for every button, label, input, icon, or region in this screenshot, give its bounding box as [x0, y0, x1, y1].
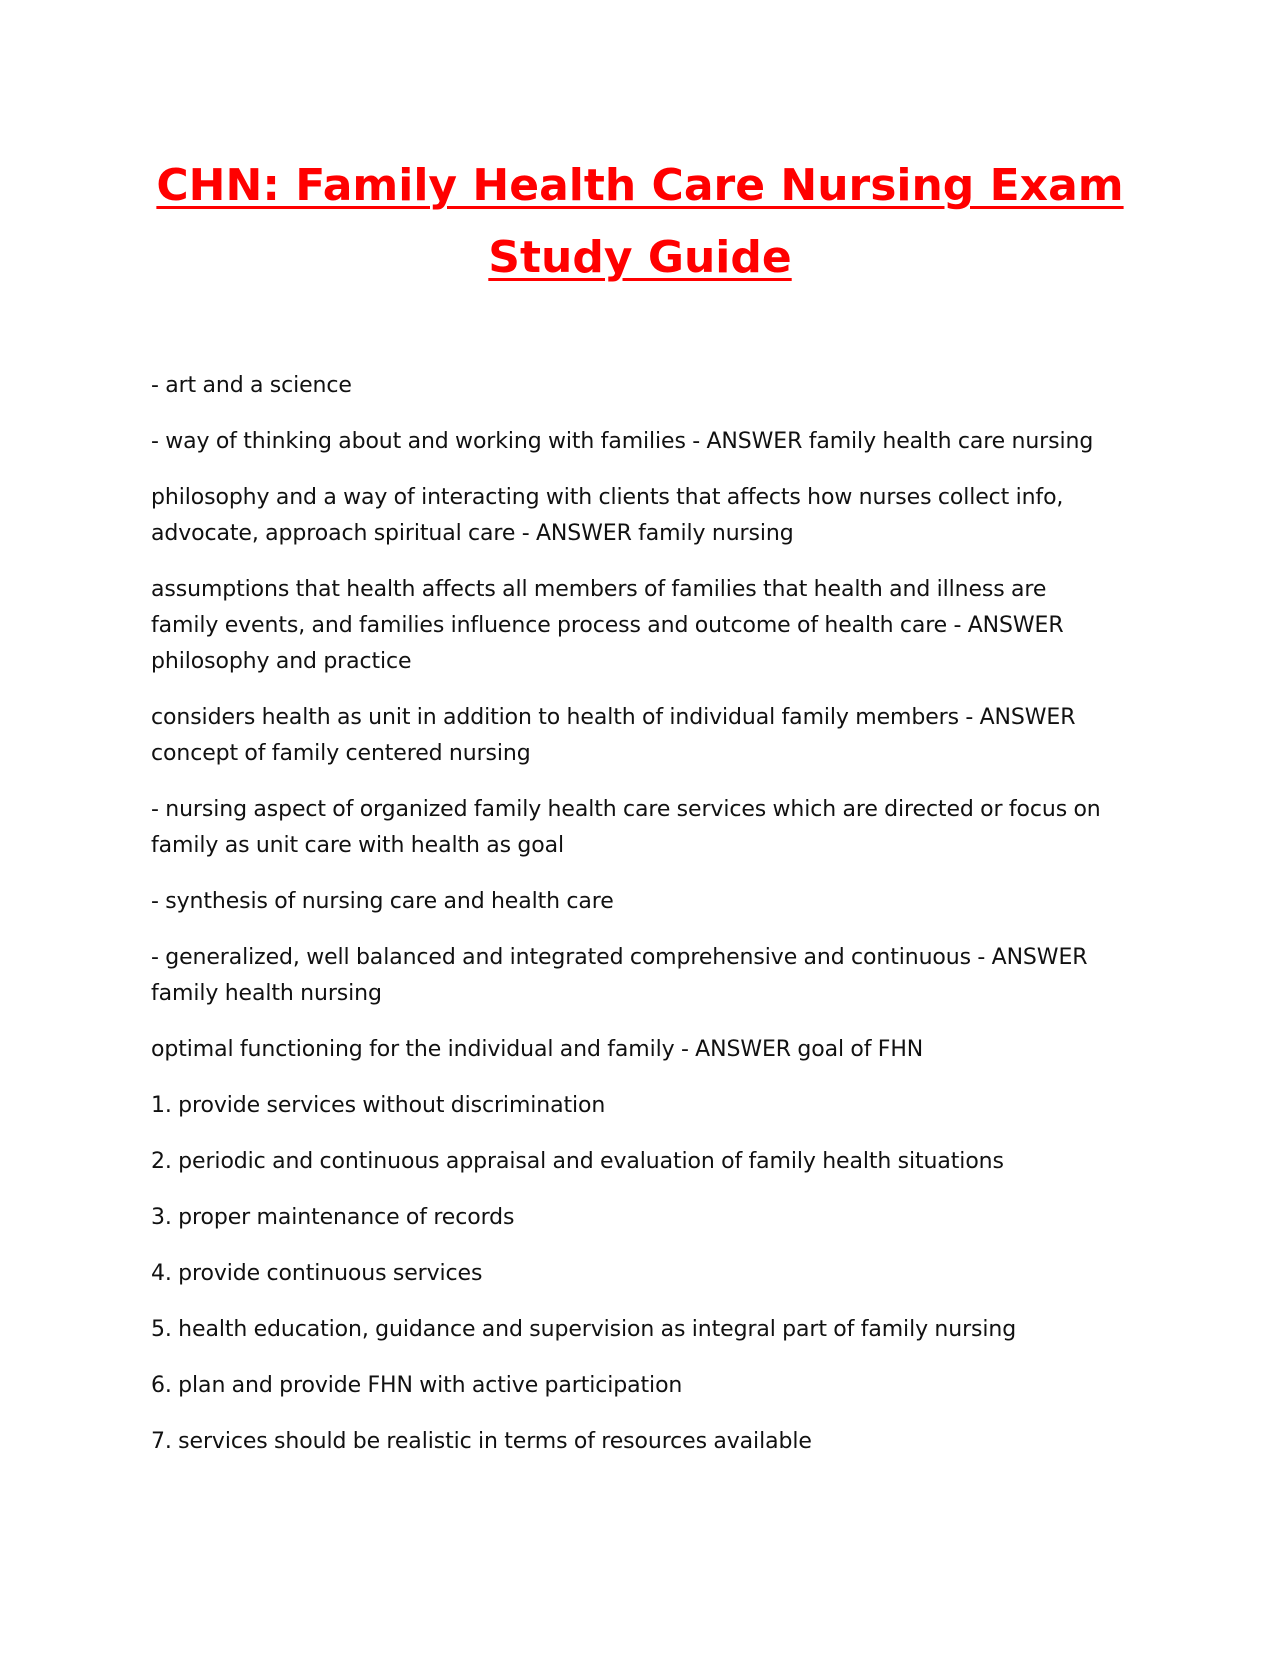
paragraph: - way of thinking about and working with families - ANSWER family health care nursing: [151, 429, 1094, 454]
list-item: 3. proper maintenance of records: [151, 1205, 515, 1230]
list-item: 7. services should be realistic in terms of resources available: [151, 1429, 812, 1454]
document-title: CHN: Family Health Care Nursing Exam Study Guide: [156, 160, 1124, 283]
paragraph: - generalized, well balanced and integrated comprehensive and continuous - ANSWER family health nursing: [151, 945, 1088, 1006]
paragraph: considers health as unit in addition to health of individual family members - ANSWER concept of family centered nursing: [151, 705, 1076, 766]
paragraph: philosophy and a way of interacting with clients that affects how nurses collect info, advocate, approach spiritual care - ANSWER family nursing: [151, 485, 1064, 546]
list-item: 1. provide services without discrimination: [151, 1093, 606, 1118]
list-item: 4. provide continuous services: [151, 1261, 483, 1286]
document-body: [151, 368, 1111, 1480]
paragraph: - synthesis of nursing care and health care: [151, 889, 614, 914]
paragraph: - art and a science: [151, 373, 352, 398]
paragraph: assumptions that health affects all members of families that health and illness are family events, and families influence process and outcome of health care - ANSWER philosophy and practice: [151, 577, 1064, 674]
list-item: 2. periodic and continuous appraisal and evaluation of family health situations: [151, 1149, 1004, 1174]
paragraph: optimal functioning for the individual and family - ANSWER goal of FHN: [151, 1037, 924, 1062]
list-item: 6. plan and provide FHN with active participation: [151, 1373, 683, 1398]
paragraph: - nursing aspect of organized family health care services which are directed or focus on family as unit care with health as goal: [151, 797, 1101, 858]
list-item: 5. health education, guidance and supervision as integral part of family nursing: [151, 1317, 1017, 1342]
